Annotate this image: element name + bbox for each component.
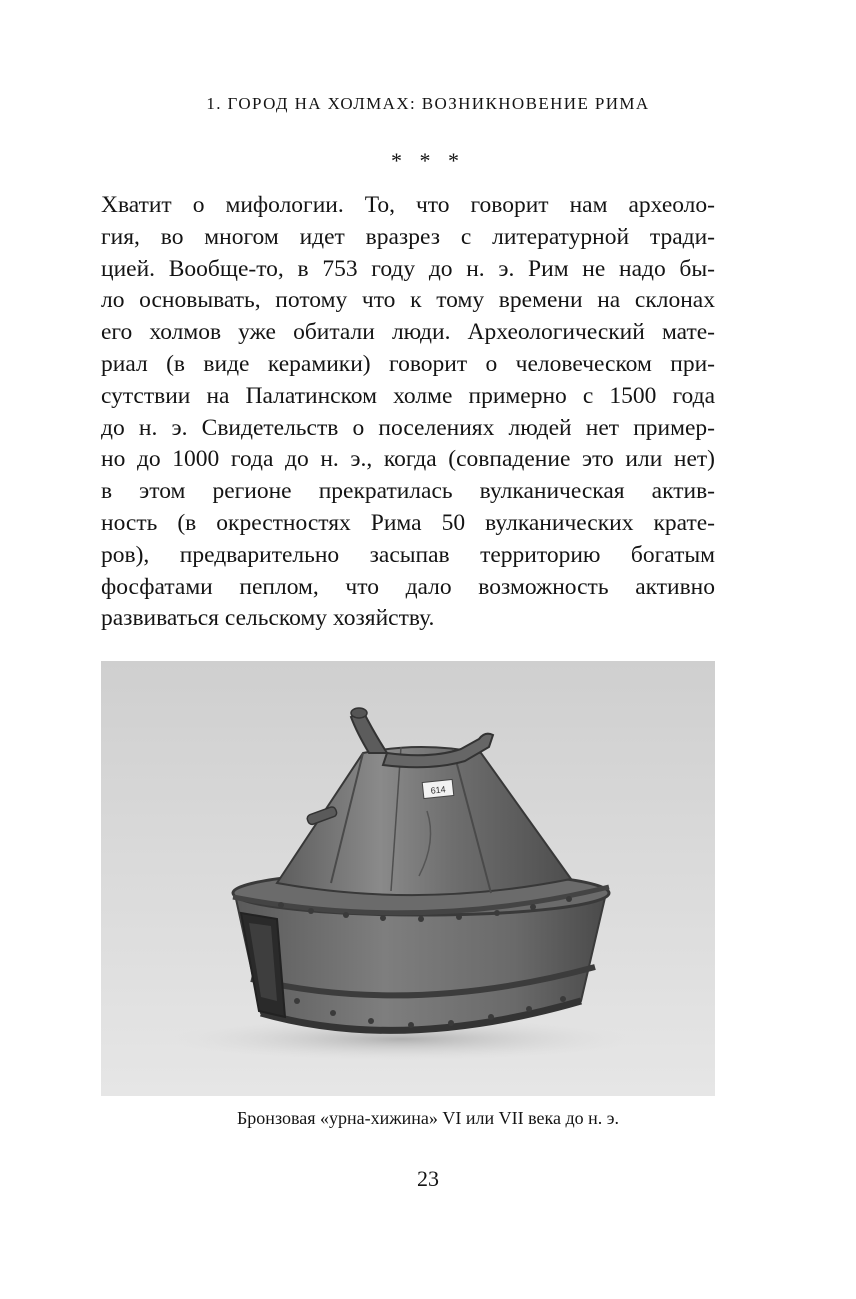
museum-label-tag: 614	[430, 784, 447, 796]
section-break: * * *	[391, 148, 465, 173]
text-line: фосфатами пеплом, что дало возможность активно	[101, 573, 715, 600]
text-line: ность (в окрестностях Рима 50 вулканических крате-	[101, 509, 715, 536]
text-line: риал (в виде керамики) говорит о человеческом при-	[101, 350, 715, 377]
page-number: 23	[417, 1166, 439, 1191]
running-head: 1. ГОРОД НА ХОЛМАХ: ВОЗНИКНОВЕНИЕ РИМА	[206, 94, 650, 113]
text-line: сутствии на Палатинском холме примерно с 1500 года	[101, 382, 715, 409]
text-line: Хватит о мифологии. То, что говорит нам археоло-	[101, 192, 715, 218]
text-line: но до 1000 года до н. э., когда (совпадение это или нет)	[101, 446, 715, 473]
text-line: ров), предварительно засыпав территорию богатым	[101, 541, 715, 568]
hut-urn-photo	[101, 661, 715, 1096]
text-line: в этом регионе прекратилась вулканическая актив-	[101, 478, 715, 505]
body-paragraph	[101, 190, 715, 635]
text-line: развиваться сельскому хозяйству.	[101, 605, 435, 632]
text-line: его холмов уже обитали люди. Археологический мате-	[101, 319, 715, 346]
text-line: гия, во многом идет вразрез с литературной тради-	[101, 223, 715, 250]
figure-caption: Бронзовая «урна-хижина» VI или VII века до н. э.	[236, 1108, 620, 1128]
text-line: ло основывать, потому что к тому времени на склонах	[101, 287, 715, 314]
text-line: цией. Вообще-то, в 753 году до н. э. Рим не надо бы-	[101, 255, 715, 282]
text-line: до н. э. Свидетельств о поселениях людей нет пример-	[101, 414, 715, 441]
